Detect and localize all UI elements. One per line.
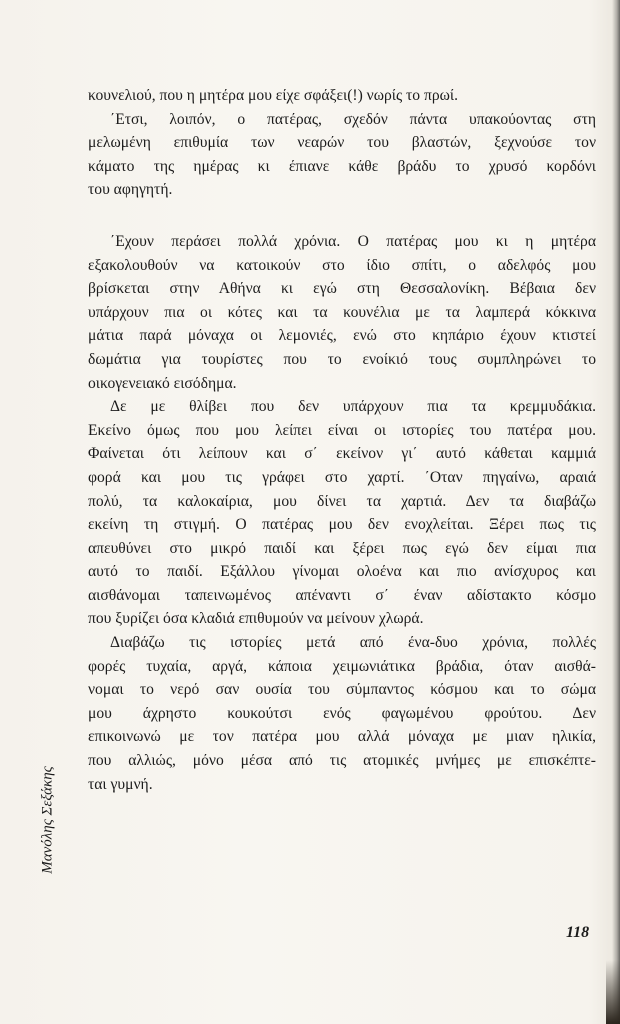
text-line: αισθάνομαι ταπεινωμένος απέναντι σ΄ έναν αδίστακτο κόσμο: [88, 586, 596, 604]
paragraph-4: [88, 395, 596, 631]
text-line: φορά και μου τις γράφει στο χαρτί. ΄Οταν πηγαίνω, αραιά: [88, 468, 596, 486]
text-line: μου άχρηστο κουκούτσι ενός φαγωμένου φρούτου. Δεν: [88, 704, 596, 722]
page-number: 118: [566, 924, 590, 941]
text-line: οικογενειακό εισόδημα.: [88, 374, 237, 392]
text-line: του αφηγητή.: [88, 181, 173, 199]
text-line: απευθύνει στο μικρό παιδί και ξέρει πως εγώ δεν είμαι πια: [88, 539, 596, 557]
text-line: δωμάτια για τουρίστες που το ενοίκιό τους συμπληρώνει το: [88, 350, 596, 368]
text-line: Δε με θλίβει που δεν υπάρχουν πια τα κρεμμυδάκια.: [110, 398, 596, 416]
text-line: που ξυρίζει όσα κλαδιά επιθυμούν να μείνουν χλωρά.: [88, 610, 424, 628]
text-line: φορές τυχαία, αργά, κάποια χειμωνιάτικα βράδια, όταν αισθά-: [88, 657, 596, 675]
text-line: εκείνη τη στιγμή. Ο πατέρας μου δεν ενοχλείται. Ξέρει πως τις: [88, 516, 596, 534]
paragraph-1: [88, 84, 596, 108]
author-name: Μανόλης Σεξάκης: [39, 766, 56, 874]
text-line: Διαβάζω τις ιστορίες μετά από ένα-δυο χρόνια, πολλές: [110, 634, 596, 652]
page-edge-shadow: [612, 0, 620, 1024]
text-line: που αλλιώς, μόνο μέσα από τις ατομικές μνήμες με επισκέπτε-: [88, 752, 596, 770]
paragraph-3: [88, 230, 596, 395]
text-line: επικοινωνώ με τον πατέρα μου αλλά μόναχα με μιαν ηλικία,: [88, 728, 596, 746]
text-line: Εκείνο όμως που μου λείπει είναι οι ιστορίες του πατέρα μου.: [88, 421, 596, 439]
text-line: αυτό το παιδί. Εξάλλου γίνομαι ολοένα και πιο ανίσχυρος και: [88, 563, 596, 581]
text-line: μελωμένη επιθυμία των νεαρών του βλαστών, ξεχνούσε τον: [88, 134, 596, 152]
text-line: κάματο της ημέρας κι έπιανε κάθε βράδυ το χρυσό κορδόνι: [88, 157, 596, 175]
text-line: ΄Ετσι, λοιπόν, ο πατέρας, σχεδόν πάντα υπακούοντας στη: [110, 110, 596, 128]
text-line: υπάρχουν πια οι κότες και τα κουνέλια με τα λαμπερά κόκκινα: [88, 303, 596, 321]
text-line: βρίσκεται στην Αθήνα κι εγώ στη Θεσσαλονίκη. Βέβαια δεν: [88, 280, 596, 298]
text-line: ται γυμνή.: [88, 775, 153, 793]
paragraph-5: [88, 631, 596, 796]
text-line: ΄Εχουν περάσει πολλά χρόνια. Ο πατέρας μου κι η μητέρα: [110, 232, 596, 250]
text-line: νομαι το νερό σαν ουσία του σύμπαντος κόσμου και το σώμα: [88, 681, 596, 699]
page-corner-shadow: [606, 960, 620, 1024]
paragraph-2: [88, 108, 596, 202]
text-line: εξακολουθούν να κατοικούν στο ίδιο σπίτι, ο αδελφός μου: [88, 256, 596, 274]
text-line: πολύ, τα καλοκαίρια, μου δίνει τα χαρτιά. Δεν τα διαβάζω: [88, 492, 596, 510]
text-line: κουνελιού, που η μητέρα μου είχε σφάξει(!) νωρίς το πρωί.: [88, 87, 459, 104]
text-line: μάτια παρά μόναχα οι λεμονιές, ενώ στο κηπάριο έχουν κτιστεί: [88, 327, 596, 345]
author-running-head: [36, 740, 60, 900]
text-line: Φαίνεται ότι λείπουν και σ΄ εκείνον γι΄ αυτό κάθεται καμμιά: [88, 445, 596, 463]
paragraph-gap: [88, 202, 596, 230]
body-text: [88, 84, 596, 796]
